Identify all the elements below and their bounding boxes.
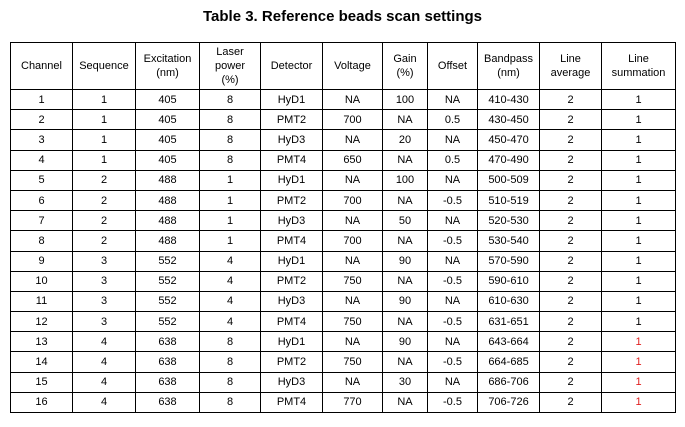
table-cell: HyD1 [261, 90, 323, 110]
table-cell: NA [323, 90, 383, 110]
table-cell: 1 [73, 130, 136, 150]
table-cell: 12 [11, 312, 73, 332]
table-cell: NA [428, 251, 478, 271]
table-cell: 9 [11, 251, 73, 271]
table-cell: NA [383, 150, 428, 170]
table-cell: NA [323, 372, 383, 392]
table-cell: 1 [73, 110, 136, 130]
table-row [11, 251, 676, 271]
table-cell: 8 [200, 392, 261, 412]
column-header [383, 43, 428, 90]
column-header-line: (nm) [156, 67, 179, 79]
table-cell: 6 [11, 190, 73, 210]
table-cell: 90 [383, 251, 428, 271]
table-cell: 4 [200, 312, 261, 332]
table-cell: NA [428, 170, 478, 190]
table-cell: 3 [73, 291, 136, 311]
table-cell: NA [428, 372, 478, 392]
table-cell: 8 [200, 352, 261, 372]
table-cell: 552 [136, 271, 200, 291]
table-cell: 2 [540, 392, 602, 412]
table-cell: 11 [11, 291, 73, 311]
table-cell: HyD1 [261, 170, 323, 190]
table-cell: NA [323, 170, 383, 190]
table-cell: 700 [323, 231, 383, 251]
table-cell: HyD3 [261, 372, 323, 392]
table-cell: 631-651 [478, 312, 540, 332]
table-cell: HyD1 [261, 332, 323, 352]
column-header-line: Detector [270, 60, 313, 72]
column-header [136, 43, 200, 90]
column-header [11, 43, 73, 90]
table-cell: 2 [540, 372, 602, 392]
table-cell: 8 [200, 130, 261, 150]
table-cell: NA [383, 190, 428, 210]
table-row [11, 312, 676, 332]
table-cell: 2 [73, 231, 136, 251]
table-cell: PMT2 [261, 110, 323, 130]
table-row [11, 211, 676, 231]
table-cell: 552 [136, 291, 200, 311]
table-cell: 552 [136, 312, 200, 332]
table-cell: 1 [73, 150, 136, 170]
column-header [200, 43, 261, 90]
table-cell: 16 [11, 392, 73, 412]
table-cell: 7 [11, 211, 73, 231]
table-cell: 1 [602, 291, 676, 311]
column-header-line: average [550, 67, 591, 79]
table-cell: 2 [540, 291, 602, 311]
table-cell: 410-430 [478, 90, 540, 110]
column-header-line: Voltage [334, 60, 371, 72]
table-cell: HyD3 [261, 211, 323, 231]
table-row [11, 90, 676, 110]
column-header [602, 43, 676, 90]
column-header-line: (%) [221, 74, 239, 86]
table-cell: HyD1 [261, 251, 323, 271]
table-cell: 2 [540, 271, 602, 291]
column-header [323, 43, 383, 90]
table-cell: 1 [602, 271, 676, 291]
table-cell: 4 [200, 291, 261, 311]
table-row [11, 392, 676, 412]
table-cell: 405 [136, 90, 200, 110]
table-cell: 2 [540, 211, 602, 231]
table-cell: 638 [136, 372, 200, 392]
table-cell: 488 [136, 190, 200, 210]
table-cell: 488 [136, 170, 200, 190]
table-cell: 1 [200, 211, 261, 231]
table-cell: 1 [200, 170, 261, 190]
header-row [11, 43, 676, 90]
table-row [11, 130, 676, 150]
table-cell: 4 [73, 372, 136, 392]
table-cell: 50 [383, 211, 428, 231]
table-cell: 100 [383, 90, 428, 110]
table-cell: NA [383, 231, 428, 251]
table-cell: 8 [11, 231, 73, 251]
table-cell: 638 [136, 332, 200, 352]
table-cell: PMT4 [261, 150, 323, 170]
table-cell: 750 [323, 312, 383, 332]
column-header [73, 43, 136, 90]
table-cell: 20 [383, 130, 428, 150]
table-cell: NA [323, 251, 383, 271]
column-header-line: (%) [396, 67, 414, 79]
table-cell: 3 [73, 271, 136, 291]
table-cell: 1 [602, 110, 676, 130]
table-row [11, 352, 676, 372]
table-cell: NA [428, 130, 478, 150]
table-cell: 1 [200, 231, 261, 251]
table-cell: 520-530 [478, 211, 540, 231]
table-cell: -0.5 [428, 352, 478, 372]
table-cell: 1 [602, 150, 676, 170]
table-cell: 1 [602, 231, 676, 251]
table-cell: 750 [323, 352, 383, 372]
table-cell: PMT2 [261, 190, 323, 210]
table-row [11, 271, 676, 291]
table-row [11, 291, 676, 311]
table-cell: -0.5 [428, 312, 478, 332]
table-cell: 405 [136, 130, 200, 150]
table-cell: 610-630 [478, 291, 540, 311]
table-cell: 500-509 [478, 170, 540, 190]
table-cell: 2 [540, 352, 602, 372]
column-header-line: Gain [393, 53, 417, 65]
table-cell: 1 [602, 211, 676, 231]
table-cell: 706-726 [478, 392, 540, 412]
table-cell: 8 [200, 332, 261, 352]
table-cell: 15 [11, 372, 73, 392]
table-cell: 10 [11, 271, 73, 291]
table-cell: 470-490 [478, 150, 540, 170]
table-cell: 13 [11, 332, 73, 352]
table-cell: NA [323, 332, 383, 352]
table-cell: 90 [383, 291, 428, 311]
table-cell: 8 [200, 110, 261, 130]
table-cell: 700 [323, 190, 383, 210]
table-cell: NA [323, 130, 383, 150]
table-cell: 90 [383, 332, 428, 352]
table-row [11, 150, 676, 170]
column-header [540, 43, 602, 90]
table-cell: 570-590 [478, 251, 540, 271]
table-cell: 643-664 [478, 332, 540, 352]
table-cell: NA [428, 332, 478, 352]
table-cell: 2 [73, 170, 136, 190]
table-cell: 2 [540, 170, 602, 190]
table-cell: 100 [383, 170, 428, 190]
column-header-line: Line [628, 53, 649, 65]
table-cell: HyD3 [261, 130, 323, 150]
table-cell: NA [383, 110, 428, 130]
table-cell: 700 [323, 110, 383, 130]
column-header-line: Line [560, 53, 581, 65]
table-cell: 3 [73, 312, 136, 332]
column-header-line: power [215, 60, 245, 72]
table-cell: 1 [602, 332, 676, 352]
table-cell: NA [428, 90, 478, 110]
scan-settings-table [10, 42, 676, 413]
table-row [11, 231, 676, 251]
table-row [11, 332, 676, 352]
table-cell: HyD3 [261, 291, 323, 311]
table-cell: 2 [540, 332, 602, 352]
table-cell: 2 [540, 251, 602, 271]
table-cell: 5 [11, 170, 73, 190]
table-cell: 1 [602, 170, 676, 190]
table-cell: PMT2 [261, 271, 323, 291]
table-cell: 8 [200, 150, 261, 170]
table-cell: 405 [136, 110, 200, 130]
table-cell: 14 [11, 352, 73, 372]
table-cell: NA [383, 392, 428, 412]
table-cell: 488 [136, 231, 200, 251]
table-cell: 8 [200, 372, 261, 392]
table-cell: 552 [136, 251, 200, 271]
table-cell: 1 [602, 372, 676, 392]
table-cell: 4 [200, 251, 261, 271]
table-cell: PMT2 [261, 352, 323, 372]
table-title: Table 3. Reference beads scan settings [202, 8, 482, 25]
table-cell: 1 [602, 190, 676, 210]
table-cell: 650 [323, 150, 383, 170]
table-cell: 3 [73, 251, 136, 271]
table-cell: NA [383, 271, 428, 291]
table-cell: PMT4 [261, 231, 323, 251]
table-cell: 1 [602, 90, 676, 110]
table-cell: 8 [200, 90, 261, 110]
column-header-line: Offset [437, 60, 468, 72]
table-cell: NA [323, 211, 383, 231]
table-cell: 2 [540, 130, 602, 150]
table-cell: 1 [602, 312, 676, 332]
table-header [11, 43, 676, 90]
column-header-line: summation [611, 67, 666, 79]
table-cell: 450-470 [478, 130, 540, 150]
table-cell: 0.5 [428, 150, 478, 170]
table-cell: 488 [136, 211, 200, 231]
table-cell: 2 [540, 90, 602, 110]
table-body [11, 90, 676, 413]
column-header-line: (nm) [497, 67, 520, 79]
table-cell: PMT4 [261, 392, 323, 412]
table-row [11, 372, 676, 392]
table-cell: 2 [73, 211, 136, 231]
table-cell: 4 [73, 352, 136, 372]
column-header [478, 43, 540, 90]
column-header [428, 43, 478, 90]
table-cell: 1 [602, 352, 676, 372]
table-cell: NA [428, 291, 478, 311]
table-cell: 2 [11, 110, 73, 130]
table-cell: 1 [602, 130, 676, 150]
table-cell: 664-685 [478, 352, 540, 372]
column-header-line: Channel [21, 60, 62, 72]
table-cell: NA [383, 312, 428, 332]
table-cell: 686-706 [478, 372, 540, 392]
table-cell: 4 [73, 392, 136, 412]
table-cell: 4 [200, 271, 261, 291]
table-cell: 2 [540, 110, 602, 130]
table-cell: 30 [383, 372, 428, 392]
table-cell: PMT4 [261, 312, 323, 332]
table-cell: 638 [136, 392, 200, 412]
table-cell: 530-540 [478, 231, 540, 251]
column-header-line: Laser [216, 46, 244, 58]
table-cell: -0.5 [428, 271, 478, 291]
table-row [11, 170, 676, 190]
table-cell: 2 [540, 312, 602, 332]
table-cell: 2 [540, 150, 602, 170]
table-cell: 638 [136, 352, 200, 372]
table-cell: 4 [73, 332, 136, 352]
table-cell: 510-519 [478, 190, 540, 210]
table-cell: 590-610 [478, 271, 540, 291]
table-cell: 1 [602, 392, 676, 412]
table-cell: 405 [136, 150, 200, 170]
table-cell: 4 [11, 150, 73, 170]
table-cell: -0.5 [428, 392, 478, 412]
table-row [11, 110, 676, 130]
column-header-line: Sequence [79, 60, 129, 72]
table-cell: NA [428, 211, 478, 231]
table-row [11, 190, 676, 210]
table-cell: 1 [73, 90, 136, 110]
table-cell: NA [383, 352, 428, 372]
table-cell: 1 [11, 90, 73, 110]
column-header-line: Bandpass [484, 53, 533, 65]
table-cell: -0.5 [428, 190, 478, 210]
table-cell: 770 [323, 392, 383, 412]
column-header-line: Excitation [143, 53, 192, 65]
table-cell: 3 [11, 130, 73, 150]
column-header [261, 43, 323, 90]
table-cell: 2 [73, 190, 136, 210]
table-cell: 430-450 [478, 110, 540, 130]
table-cell: NA [323, 291, 383, 311]
table-cell: 1 [602, 251, 676, 271]
table-cell: -0.5 [428, 231, 478, 251]
table-cell: 750 [323, 271, 383, 291]
table-cell: 2 [540, 190, 602, 210]
table-cell: 1 [200, 190, 261, 210]
table-cell: 2 [540, 231, 602, 251]
table-cell: 0.5 [428, 110, 478, 130]
